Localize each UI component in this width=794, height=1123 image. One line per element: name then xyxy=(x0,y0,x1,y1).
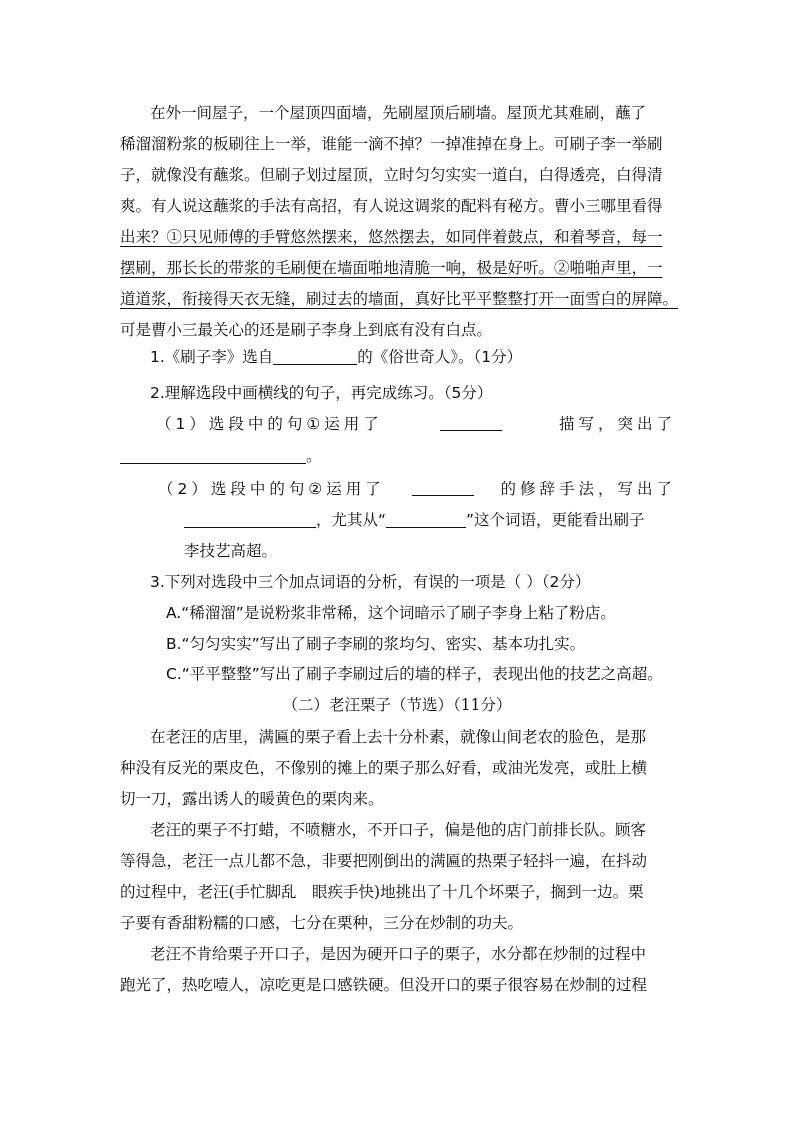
passage-2-line: 的过程中，老汪(手忙脚乱 眼疾手快)地挑出了十几个坏栗子，搁到一边。栗 xyxy=(120,883,644,901)
passage-2-line: 在老汪的店里，满匾的栗子看上去十分朴素，就像山间老农的脸色，是那 xyxy=(150,728,647,746)
passage-line: 爽。有人说这蘸浆的手法有高招，有人说这调浆的配料有秘方。曹小三哪里看得 xyxy=(120,197,663,215)
q2-part2-blank-3[interactable] xyxy=(386,511,466,528)
passage-2-line: 跑光了，热吃噎人，凉吃更是口感铁硬。但没开口的栗子很容易在炒制的过程 xyxy=(120,976,648,994)
passage-2-line: 老汪不肯给栗子开口子，是因为硬开口子的栗子，水分都在炒制的过程中 xyxy=(150,945,647,963)
question-2-part-2-line3: 李技艺高超。 xyxy=(184,542,278,560)
q1-text-before: 1.《刷子李》选自 xyxy=(150,348,274,366)
passage-2-line: 切一刀，露出诱人的暖黄色的栗肉来。 xyxy=(120,790,384,808)
q1-answer-blank[interactable] xyxy=(273,348,357,365)
passage-2-line: 子要有香甜粉糯的口感，七分在栗种，三分在炒制的功夫。 xyxy=(120,914,524,932)
passage-line: 子，就像没有蘸浆。但刷子划过屋顶，立时匀匀实实一道白，白得透亮，白得清 xyxy=(120,166,663,184)
question-2-part-1 xyxy=(156,414,676,434)
underlined-sentence-line: 出来？①只见师傅的手臂悠然摆来，悠然摆去，如同伴着鼓点，和着琴音，每一 xyxy=(120,228,663,246)
section-2-title: （二）老汪栗子（节选）（11分） xyxy=(282,696,512,714)
passage-line: 稀溜溜粉浆的板刷往上一举，谁能一滴不掉？一掉准掉在身上。可刷子李一举刷 xyxy=(120,135,663,153)
underlined-sentence-line: 道道浆，衔接得天衣无缝，刷过去的墙面，真好比平平整整打开一面雪白的屏障。 xyxy=(120,290,679,308)
question-3-stem: 3.下列对选段中三个加点词语的分析，有误的一项是（ ）（2分） xyxy=(150,573,591,591)
q2-part2-end: ”这个词语，更能看出刷子 xyxy=(466,511,645,529)
q2-part1-end: 。 xyxy=(306,447,322,465)
q3-option-b[interactable]: B.“匀匀实实”写出了刷子李刷的浆均匀、密实、基本功扎实。 xyxy=(166,635,586,653)
passage-2-line: 等得急，老汪一点儿都不急，非要把刚倒出的满匾的热栗子轻抖一遍，在抖动 xyxy=(120,852,648,870)
q2-part1-blank-2[interactable] xyxy=(120,447,306,464)
q2-part2-blank-2[interactable] xyxy=(184,511,316,528)
passage-line: 可是曹小三最关心的还是刷子李身上到底有没有白点。 xyxy=(120,321,493,339)
q3-option-c[interactable]: C.“平平整整”写出了刷子李刷过后的墙的样子，表现出他的技艺之高超。 xyxy=(166,665,663,683)
q2-part1-before: （1）选段中的句①运用了 xyxy=(156,415,383,433)
q2-part2-after: 的修辞手法，写出了 xyxy=(500,480,676,498)
passage-2-line: 种没有反光的栗皮色，不像别的摊上的栗子那么好看，或油光发亮，或肚上横 xyxy=(120,759,648,777)
q3-option-a[interactable]: A.“稀溜溜”是说粉浆非常稀，这个词暗示了刷子李身上粘了粉店。 xyxy=(166,604,616,622)
passage-2-line: 老汪的栗子不打蜡，不喷糖水，不开口子，偏是他的店门前排长队。顾客 xyxy=(150,821,647,839)
q2-part2-mid: ，尤其从“ xyxy=(316,511,387,529)
q2-part2-before: （2）选段中的句②运用了 xyxy=(158,480,385,498)
q2-part1-blank[interactable] xyxy=(440,414,502,431)
passage-line: 在外一间屋子，一个屋顶四面墙，先刷屋顶后刷墙。屋顶尤其难刷，蘸了 xyxy=(150,104,647,122)
q2-part1-after: 描写，突出了 xyxy=(558,415,676,433)
q2-part2-blank[interactable] xyxy=(412,479,474,496)
question-2-part-2-line2 xyxy=(184,510,645,530)
q1-text-after: 的《俗世奇人》。（1分） xyxy=(357,348,523,366)
underlined-sentence-line: 摆刷，那长长的带浆的毛刷便在墙面啪地清脆一响，极是好听。②啪啪声里，一 xyxy=(120,259,663,277)
question-2-part-1-line2 xyxy=(120,446,322,466)
question-2-stem: 2.理解选段中画横线的句子，再完成练习。（5分） xyxy=(150,384,493,402)
question-2-part-2 xyxy=(158,479,676,499)
question-1 xyxy=(150,347,522,367)
